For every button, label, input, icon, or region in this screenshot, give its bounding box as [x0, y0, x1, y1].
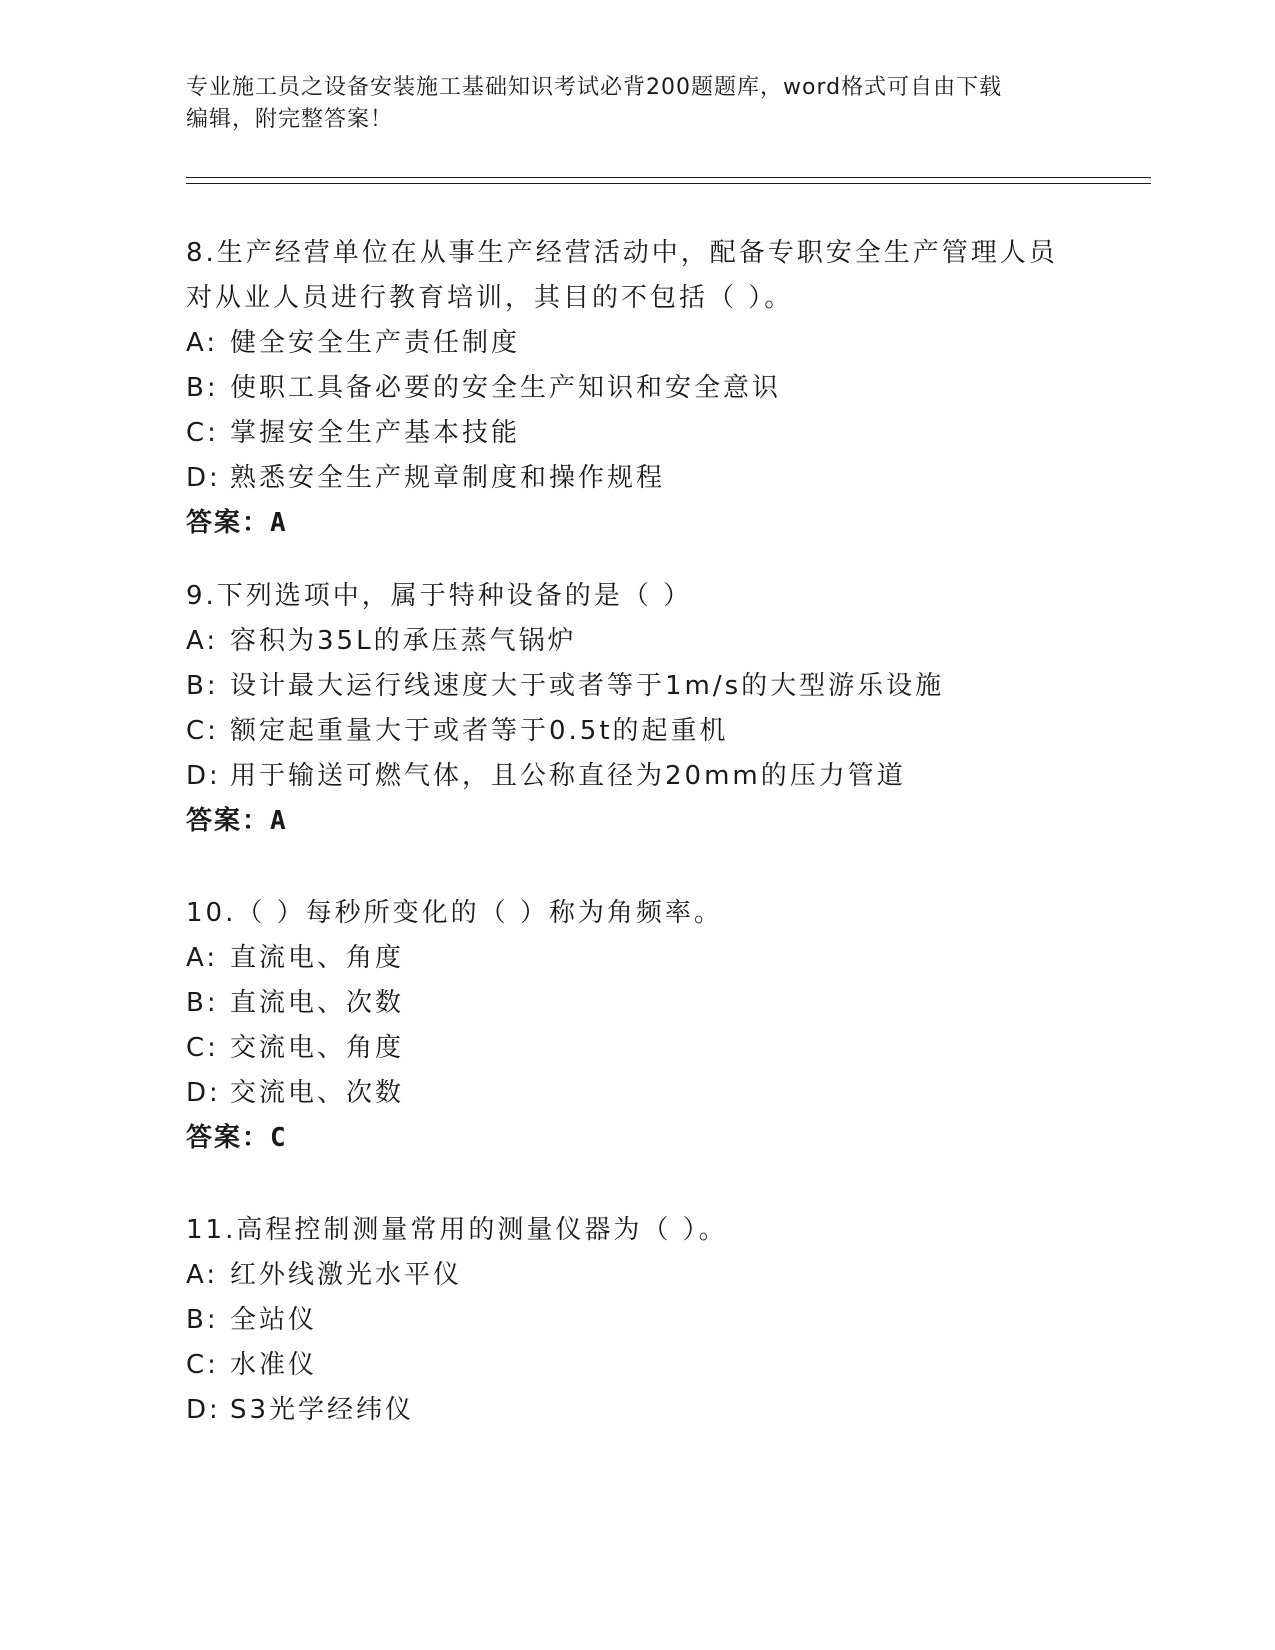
option-key: A:: [186, 1260, 219, 1290]
answer-label: 答案：: [186, 508, 271, 538]
option-text: 水准仪: [230, 1350, 318, 1380]
option-key: D:: [186, 761, 221, 791]
option-c: [186, 1343, 1086, 1388]
option-b: [186, 1298, 1086, 1343]
question-10: [186, 891, 1086, 1161]
option-text: 使职工具备必要的安全生产知识和安全意识: [230, 373, 782, 403]
option-b: [186, 981, 1086, 1026]
option-text: 健全安全生产责任制度: [230, 328, 521, 358]
option-d: [186, 754, 1086, 799]
question-stem: 11.高程控制测量常用的测量仪器为（ ）。: [186, 1215, 728, 1245]
option-text: 熟悉安全生产规章制度和操作规程: [230, 463, 666, 493]
option-key: C:: [186, 1350, 219, 1380]
question-9: [186, 574, 1086, 844]
answer-line: [186, 799, 1086, 844]
option-key: B:: [186, 671, 219, 701]
option-key: B:: [186, 988, 219, 1018]
option-key: A:: [186, 626, 219, 656]
option-text: S3光学经纬仪: [230, 1395, 415, 1425]
document-header: [186, 72, 1086, 136]
option-text: 掌握安全生产基本技能: [230, 418, 521, 448]
option-a: [186, 1253, 1086, 1298]
question-11: [186, 1208, 1086, 1433]
option-text: 额定起重量大于或者等于0.5t的起重机: [230, 716, 729, 746]
option-key: C:: [186, 716, 219, 746]
option-key: A:: [186, 328, 219, 358]
option-d: [186, 1071, 1086, 1116]
answer-line: [186, 1116, 1086, 1161]
answer-line: [186, 501, 1086, 546]
option-text: 全站仪: [230, 1305, 318, 1335]
option-text: 交流电、次数: [230, 1078, 405, 1108]
option-c: [186, 709, 1086, 754]
question-stem: 对从业人员进行教育培训，其目的不包括（ ）。: [186, 283, 794, 313]
option-text: 用于输送可燃气体，且公称直径为20mm的压力管道: [230, 761, 906, 791]
header-line-1: 专业施工员之设备安装施工基础知识考试必背200题题库，word格式可自由下载: [186, 75, 1003, 100]
option-key: D:: [186, 463, 221, 493]
option-key: B:: [186, 373, 219, 403]
option-c: [186, 411, 1086, 456]
answer-value: C: [270, 1123, 289, 1153]
option-a: [186, 619, 1086, 664]
option-key: B:: [186, 1305, 219, 1335]
question-stem: 8.生产经营单位在从事生产经营活动中，配备专职安全生产管理人员: [186, 238, 1058, 268]
option-key: A:: [186, 943, 219, 973]
option-key: C:: [186, 418, 219, 448]
option-key: C:: [186, 1033, 219, 1063]
option-a: [186, 936, 1086, 981]
option-text: 直流电、角度: [230, 943, 405, 973]
option-key: D:: [186, 1395, 221, 1425]
option-b: [186, 366, 1086, 411]
answer-label: 答案：: [186, 806, 271, 836]
option-c: [186, 1026, 1086, 1071]
question-stem: 10.（ ）每秒所变化的（ ）称为角频率。: [186, 898, 723, 928]
option-text: 红外线激光水平仪: [230, 1260, 463, 1290]
answer-label: 答案：: [186, 1123, 271, 1153]
question-8: [186, 231, 1086, 546]
question-stem: 9.下列选项中，属于特种设备的是（ ）: [186, 581, 693, 611]
option-text: 直流电、次数: [230, 988, 405, 1018]
option-text: 交流电、角度: [230, 1033, 405, 1063]
option-b: [186, 664, 1086, 709]
option-text: 容积为35L的承压蒸气锅炉: [230, 626, 577, 656]
option-a: [186, 321, 1086, 366]
option-d: [186, 456, 1086, 501]
answer-value: A: [270, 508, 289, 538]
option-d: [186, 1388, 1086, 1433]
header-divider-top: [186, 177, 1151, 178]
header-divider-bottom: [186, 183, 1151, 184]
option-key: D:: [186, 1078, 221, 1108]
answer-value: A: [270, 806, 289, 836]
header-line-2: 编辑，附完整答案！: [186, 107, 394, 132]
option-text: 设计最大运行线速度大于或者等于1m/s的大型游乐设施: [230, 671, 945, 701]
